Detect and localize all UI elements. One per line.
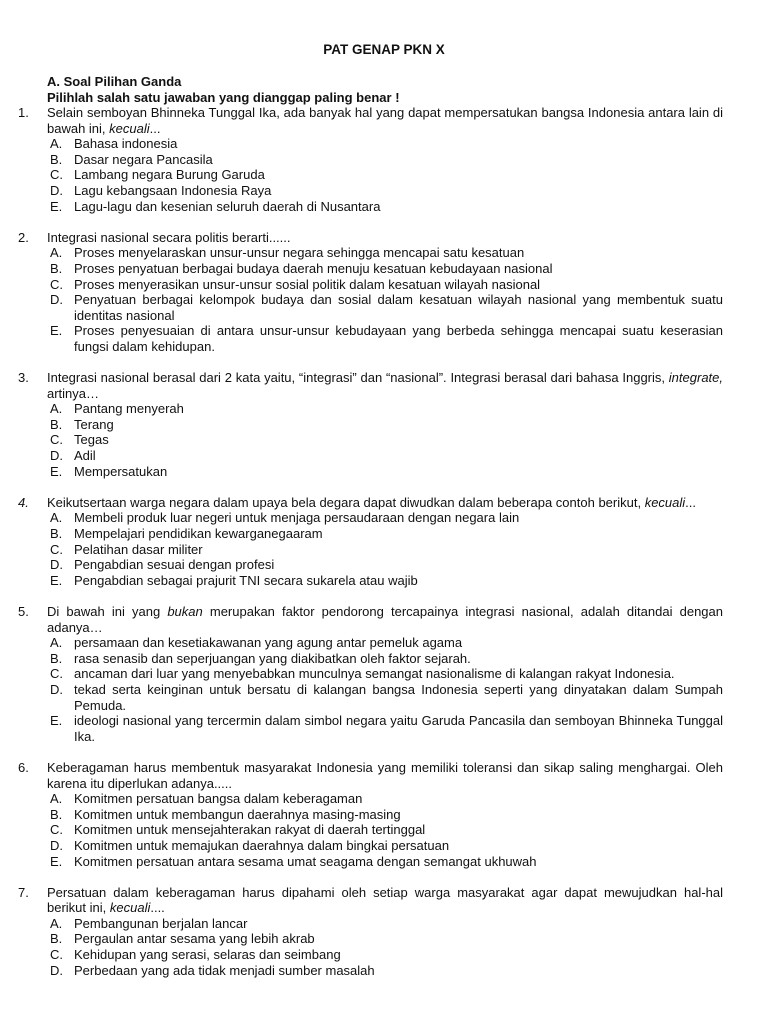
option-letter: C.	[50, 822, 63, 838]
answer-option	[18, 666, 723, 682]
option-letter: A.	[50, 510, 63, 526]
question-text: Integrasi nasional secara politis berarti......	[47, 229, 291, 245]
answer-option	[18, 838, 723, 854]
answer-option	[18, 963, 723, 979]
option-text: Proses penyesuaian di antara unsur-unsur kebudayaan yang berbeda sehingga mencapai suatu keserasian fungsi dalam kehidupan.	[74, 323, 723, 354]
question-text: Keberagaman harus membentuk masyarakat Indonesia yang memiliki toleransi dan sikap saling menghargai. Oleh karena itu diperlukan adanya.....	[47, 759, 723, 791]
option-text: Komitmen persatuan bangsa dalam keberagaman	[74, 791, 363, 807]
question-item	[18, 230, 723, 355]
question-item	[18, 885, 723, 979]
option-text: Pembangunan berjalan lancar	[74, 915, 248, 931]
option-letter: E.	[50, 572, 63, 588]
answer-option	[18, 947, 723, 963]
answer-option	[18, 245, 723, 261]
option-letter: A.	[50, 915, 63, 931]
option-letter: D.	[50, 557, 63, 573]
option-letter: B.	[50, 260, 63, 276]
question-number: 1.	[18, 105, 29, 120]
answer-option	[18, 542, 723, 558]
option-letter: C.	[50, 167, 63, 183]
option-text: Pengabdian sebagai prajurit TNI secara sukarela atau wajib	[74, 572, 418, 588]
question-text: Selain semboyan Bhinneka Tunggal Ika, ada banyak hal yang dapat mempersatukan bangsa Indonesia antara lain di bawah ini, kecuali...	[47, 105, 723, 136]
option-letter: D.	[50, 681, 63, 697]
section-heading: A. Soal Pilihan Ganda	[47, 74, 182, 89]
option-letter: C.	[50, 666, 63, 682]
option-text: Mempersatukan	[74, 463, 168, 479]
option-text: Kehidupan yang serasi, selaras dan seimbang	[74, 947, 341, 963]
option-letter: E.	[50, 198, 63, 214]
answer-option	[18, 526, 723, 542]
answer-option	[18, 401, 723, 417]
option-letter: B.	[50, 650, 63, 666]
answer-option	[18, 713, 723, 744]
option-text: Mempelajari pendidikan kewarganegaaram	[74, 526, 323, 542]
answer-option	[18, 136, 723, 152]
option-letter: E.	[50, 853, 63, 869]
option-text: Pelatihan dasar militer	[74, 541, 203, 557]
option-text: Pantang menyerah	[74, 401, 184, 417]
question-number: 2.	[18, 229, 29, 245]
answer-option	[18, 432, 723, 448]
answer-option	[18, 183, 723, 199]
question-item	[18, 760, 723, 869]
option-letter: A.	[50, 136, 63, 152]
answer-option	[18, 791, 723, 807]
question-item	[18, 105, 723, 214]
option-letter: C.	[50, 947, 63, 963]
option-letter: B.	[50, 526, 63, 542]
option-text: Perbedaan yang ada tidak menjadi sumber masalah	[74, 962, 375, 978]
question-number: 5.	[18, 604, 29, 619]
question-text: Keikutsertaan warga negara dalam upaya bela degara dapat diwudkan dalam beberapa contoh berikut, kecuali...	[47, 494, 696, 510]
option-letter: E.	[50, 463, 63, 479]
option-text: Komitmen persatuan antara sesama umat seagama dengan semangat ukhuwah	[74, 853, 537, 869]
option-letter: B.	[50, 151, 63, 167]
answer-option	[18, 167, 723, 183]
option-text: Dasar negara Pancasila	[74, 151, 213, 167]
section-header	[47, 74, 727, 105]
answer-option	[18, 152, 723, 168]
answer-option	[18, 931, 723, 947]
option-text: Proses menyerasikan unsur-unsur sosial politik dalam kesatuan wilayah nasional	[74, 276, 541, 292]
answer-option	[18, 822, 723, 838]
option-text: Lambang negara Burung Garuda	[74, 167, 265, 183]
option-text: rasa senasib dan seperjuangan yang diakibatkan oleh faktor sejarah.	[74, 650, 471, 666]
option-text: Lagu kebangsaan Indonesia Raya	[74, 182, 272, 198]
option-letter: E.	[50, 713, 63, 729]
option-letter: C.	[50, 541, 63, 557]
question-number: 6.	[18, 759, 29, 775]
option-text: ideologi nasional yang tercermin dalam simbol negara yaitu Garuda Pancasila dan semboyan Bhinneka Tunggal Ika.	[74, 713, 723, 744]
question-number: 3.	[18, 370, 29, 386]
option-text: Lagu-lagu dan kesenian seluruh daerah di Nusantara	[74, 198, 381, 214]
question-number: 4.	[18, 494, 29, 510]
option-text: tekad serta keinginan untuk bersatu di kalangan bangsa Indonesia seperti yang dinyatakan dalam Sumpah Pemuda.	[74, 681, 723, 713]
option-text: Komitmen untuk membangun daerahnya masing-masing	[74, 806, 401, 822]
question-text: Di bawah ini yang bukan merupakan faktor pendorong tercapainya integrasi nasional, adalah ditandai dengan adanya…	[47, 604, 723, 635]
option-text: persamaan dan kesetiakawanan yang agung antar pemeluk agama	[74, 635, 463, 651]
option-text: Komitmen untuk memajukan daerahnya dalam bingkai persatuan	[74, 837, 450, 853]
answer-option	[18, 635, 723, 651]
answer-option	[18, 292, 723, 323]
option-text: Pergaulan antar sesama yang lebih akrab	[74, 931, 315, 947]
option-text: Pengabdian sesuai dengan profesi	[74, 557, 275, 573]
question-text: Persatuan dalam keberagaman harus dipahami oleh setiap warga masyarakat agar dapat mewujudkan hal-hal berikut ini, kecuali....	[47, 884, 723, 916]
option-text: ancaman dari luar yang menyebabkan munculnya semangat nasionalisme di kalangan rakyat Indonesia.	[74, 666, 675, 682]
answer-option	[18, 807, 723, 823]
option-letter: D.	[50, 292, 63, 308]
option-text: Adil	[74, 448, 96, 464]
option-letter: C.	[50, 276, 63, 292]
answer-option	[18, 916, 723, 932]
option-text: Tegas	[74, 432, 109, 448]
option-letter: D.	[50, 448, 63, 464]
question-item	[18, 370, 723, 479]
option-letter: B.	[50, 931, 63, 947]
section-instruction: Pilihlah salah satu jawaban yang dianggap paling benar !	[47, 89, 400, 105]
option-letter: A.	[50, 635, 63, 651]
answer-option	[18, 573, 723, 589]
option-letter: D.	[50, 837, 63, 853]
option-text: Proses menyelaraskan unsur-unsur negara sehingga mencapai satu kesatuan	[74, 245, 525, 261]
option-text: Terang	[74, 416, 114, 432]
question-list	[18, 105, 723, 994]
answer-option	[18, 682, 723, 713]
option-text: Komitmen untuk mensejahterakan rakyat di daerah tertinggal	[74, 822, 426, 838]
question-item	[18, 495, 723, 589]
answer-option	[18, 651, 723, 667]
answer-option	[18, 417, 723, 433]
answer-option	[18, 261, 723, 277]
option-letter: B.	[50, 806, 63, 822]
answer-option	[18, 557, 723, 573]
option-text: Bahasa indonesia	[74, 136, 178, 152]
answer-option	[18, 448, 723, 464]
option-letter: A.	[50, 401, 63, 417]
question-text: Integrasi nasional berasal dari 2 kata yaitu, “integrasi” dan “nasional”. Integrasi berasal dari bahasa Inggris, integrate, artinya…	[47, 370, 723, 401]
option-letter: E.	[50, 323, 63, 339]
answer-option	[18, 323, 723, 354]
answer-option	[18, 854, 723, 870]
question-item	[18, 604, 723, 744]
document-title: PAT GENAP PKN X	[323, 42, 445, 57]
answer-option	[18, 199, 723, 215]
option-letter: D.	[50, 182, 63, 198]
option-text: Membeli produk luar negeri untuk menjaga persaudaraan dengan negara lain	[74, 510, 520, 526]
option-text: Proses penyatuan berbagai budaya daerah menuju kesatuan kebudayaan nasional	[74, 260, 553, 276]
answer-option	[18, 277, 723, 293]
option-text: Penyatuan berbagai kelompok budaya dan sosial dalam kesatuan wilayah nasional yang membentuk suatu identitas nasional	[74, 292, 723, 323]
question-number: 7.	[18, 884, 29, 900]
option-letter: D.	[50, 962, 63, 978]
option-letter: C.	[50, 432, 63, 448]
option-letter: A.	[50, 245, 63, 261]
answer-option	[18, 464, 723, 480]
answer-option	[18, 510, 723, 526]
option-letter: A.	[50, 791, 63, 807]
option-letter: B.	[50, 416, 63, 432]
